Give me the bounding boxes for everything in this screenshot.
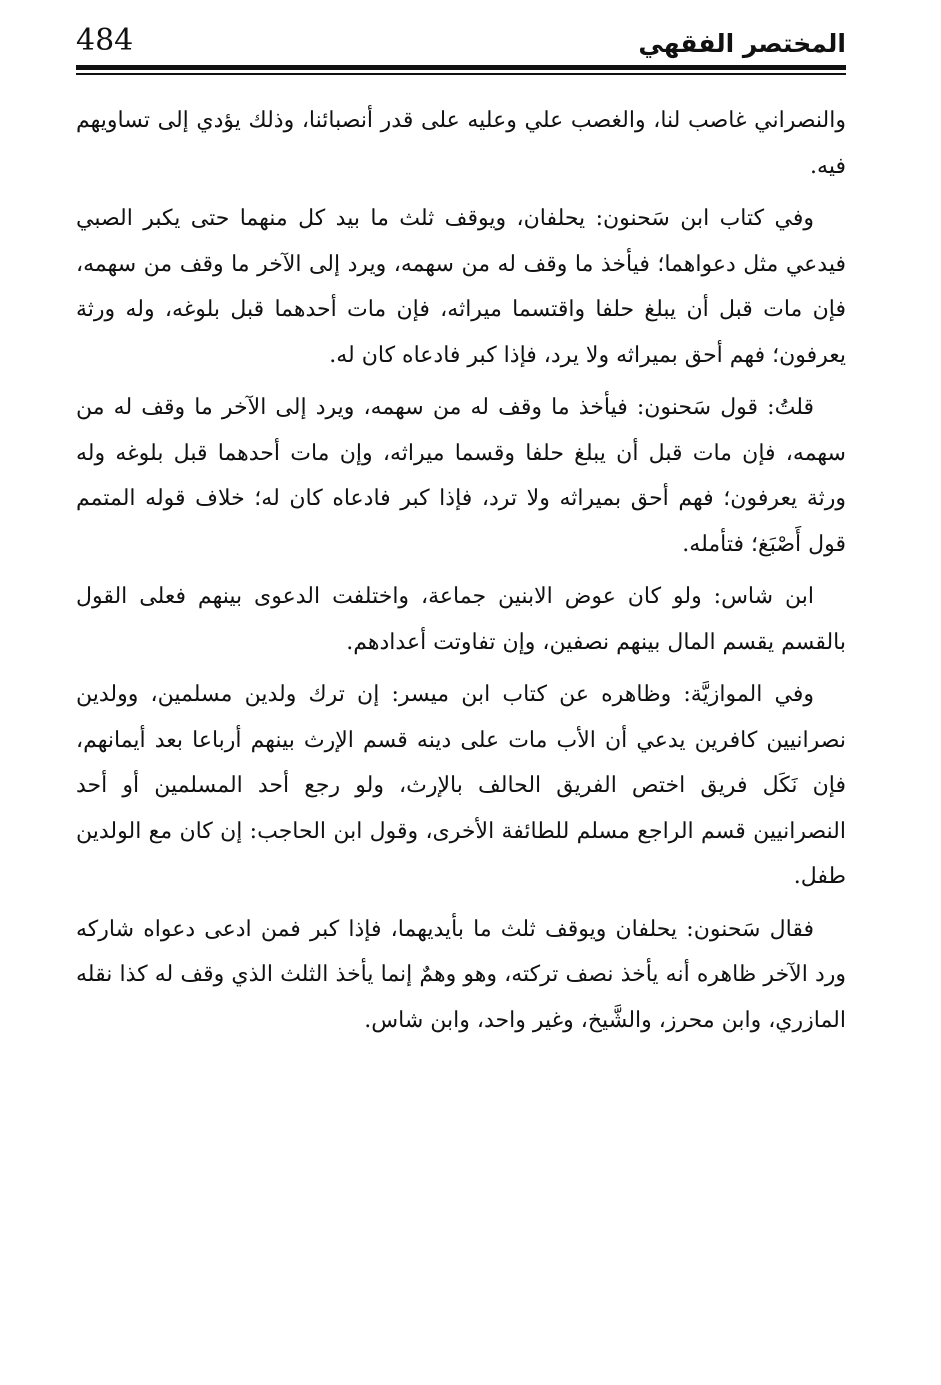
paragraph: قلتُ: قول سَحنون: فيأخذ ما وقف له من سهمه، ويرد إلى الآخر ما وقف له من سهمه، فإن مات قبل أن يبلغ حلفا وقسما ميراثه، وإن مات أحدهما قبل بلوغه وله ورثة يعرفون؛ فهم أحق بميراثه ولا ترد، فإذا كبر فادعاه كان له؛ خلاف قوله المتمم قول أَصْبَغ؛ فتأمله. xyxy=(76,395,846,557)
paragraph: فقال سَحنون: يحلفان ويوقف ثلث ما بأيديهما، فإذا كبر فمن ادعى دعواه شاركه ورد الآخر ظاهره أنه يأخذ نصف تركته، وهو وهمٌ إنما يأخذ الثلث الذي وقف له كذا نقله المازري، وابن محرز، والشَّيخ، وغير واحد، وابن شاس. xyxy=(76,916,846,1033)
paragraph: وفي كتاب ابن سَحنون: يحلفان، ويوقف ثلث ما بيد كل منهما حتى يكبر الصبي فيدعي مثل دعواهما؛ فيأخذ ما وقف له من سهمه، ويرد إلى الآخر ما وقف من سهمه، فإن مات قبل أن يبلغ حلفا واقتسما ميراثه، فإن مات أحدهما قبل بلوغه، وله ورثة يعرفون؛ فهم أحق بميراثه ولا يرد، فإذا كبر فادعاه كان له. xyxy=(76,206,846,368)
paragraph: والنصراني غاصب لنا، والغصب علي وعليه على قدر أنصبائنا، وذلك يؤدي إلى تساويهم فيه. xyxy=(76,108,846,179)
header-rule-thick xyxy=(76,65,846,70)
page-header xyxy=(76,22,846,68)
paragraph: وفي الموازيَّة: وظاهره عن كتاب ابن ميسر: إن ترك ولدين مسلمين، وولدين نصرانيين كافرين يدعي أن الأب مات على دينه قسم الإرث بينهم أرباعا بعد أيمانهم، فإن نَكَل فريق اختص الفريق الحالف بالإرث، ولو رجع أحد المسلمين أو أحد النصرانيين قسم الراجع مسلم للطائفة الأخرى، وقول ابن الحاجب: إن كان مع الولدين طفل. xyxy=(76,682,846,889)
page-number: 484 xyxy=(76,23,134,58)
header-rule-thin xyxy=(76,73,846,75)
running-title: المختصر الفقهي xyxy=(638,29,846,58)
body-text xyxy=(76,98,846,1050)
paragraph: ابن شاس: ولو كان عوض الابنين جماعة، واختلفت الدعوى بينهم فعلى القول بالقسم يقسم المال بينهم نصفين، وإن تفاوتت أعدادهم. xyxy=(76,584,846,655)
